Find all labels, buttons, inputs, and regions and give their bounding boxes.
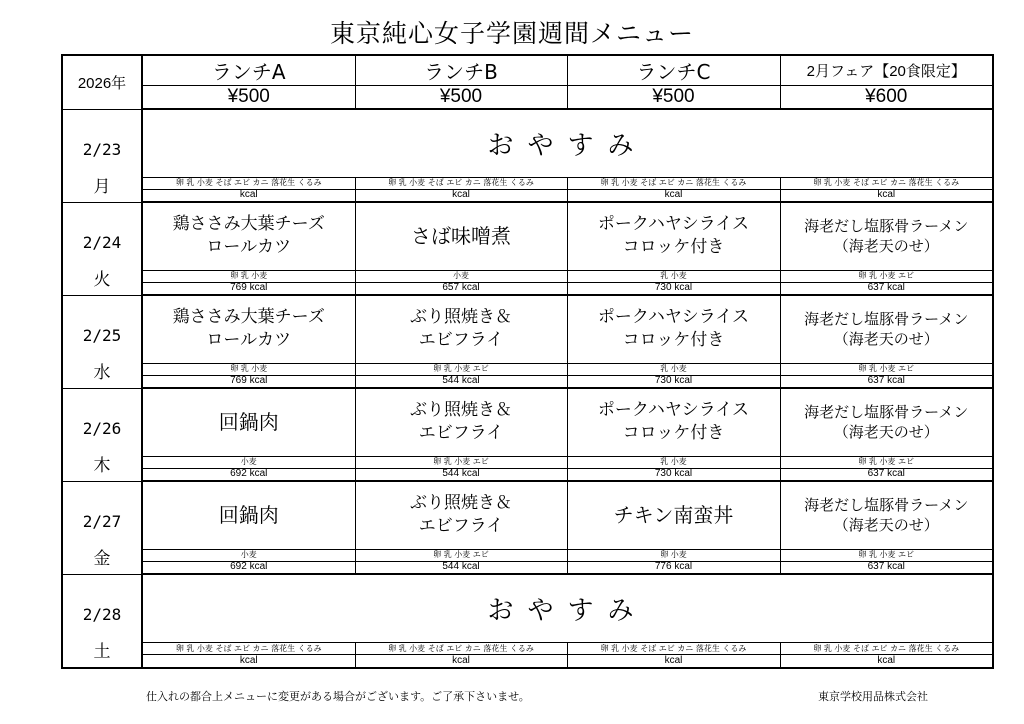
page-title: 東京純心女子学園週間メニュー bbox=[329, 19, 694, 48]
dish-name-line1: ぶり照焼き＆ bbox=[410, 400, 512, 421]
dish-cell-a bbox=[142, 481, 355, 549]
course-name-c: ランチC bbox=[567, 55, 780, 86]
dish-name-line2: ロールカツ bbox=[206, 330, 292, 351]
course-price-c: ¥500 bbox=[567, 86, 780, 110]
day-row bbox=[62, 574, 993, 643]
day-date: 2/25 bbox=[82, 325, 122, 345]
kcal-value: kcal bbox=[567, 189, 780, 202]
day-row bbox=[62, 295, 993, 363]
day-weekday: 金 bbox=[93, 548, 111, 569]
dish-cell-fair bbox=[780, 295, 993, 363]
allergen-list: 卵 乳 小麦 エビ bbox=[355, 456, 567, 468]
allergy-row bbox=[62, 363, 993, 375]
kcal-row bbox=[62, 282, 993, 295]
day-row bbox=[62, 109, 993, 177]
kcal-value: 637 kcal bbox=[780, 561, 993, 574]
allergen-list: 卵 乳 小麦 bbox=[142, 270, 355, 282]
allergen-list: 卵 乳 小麦 そば エビ カニ 落花生 くるみ bbox=[355, 643, 567, 655]
allergen-list: 卵 乳 小麦 そば エビ カニ 落花生 くるみ bbox=[780, 177, 993, 189]
allergen-list: 小麦 bbox=[355, 270, 567, 282]
course-name-b: ランチB bbox=[355, 55, 567, 86]
allergen-list: 卵 乳 小麦 そば エビ カニ 落花生 くるみ bbox=[567, 643, 780, 655]
dish-name-line2: コロッケ付き bbox=[622, 423, 725, 444]
kcal-value: 544 kcal bbox=[355, 375, 567, 388]
dish-name-line1: 回鍋肉 bbox=[218, 410, 279, 435]
kcal-value: 544 kcal bbox=[355, 561, 567, 574]
day-cell bbox=[62, 109, 142, 202]
dish-cell-c bbox=[567, 388, 780, 456]
kcal-value: kcal bbox=[567, 655, 780, 668]
dish-name-line1: 海老だし塩豚骨ラーメン bbox=[804, 496, 969, 515]
allergen-list: 卵 乳 小麦 そば エビ カニ 落花生 くるみ bbox=[142, 177, 355, 189]
day-date: 2/23 bbox=[82, 139, 122, 159]
dish-name-line1: さば味噌煮 bbox=[411, 224, 511, 249]
dish-name-line2: （海老天のせ） bbox=[833, 237, 939, 256]
day-weekday: 火 bbox=[93, 269, 111, 290]
dish-cell-c bbox=[567, 481, 780, 549]
header-row-prices bbox=[62, 86, 993, 110]
kcal-value: 769 kcal bbox=[142, 375, 355, 388]
day-cell bbox=[62, 202, 142, 295]
dish-name-line1: ポークハヤシライス bbox=[597, 214, 750, 235]
kcal-value: 730 kcal bbox=[567, 468, 780, 481]
day-row bbox=[62, 481, 993, 549]
kcal-value: 637 kcal bbox=[780, 468, 993, 481]
holiday-text: おやすみ bbox=[142, 109, 993, 177]
weekly-menu-table bbox=[61, 54, 994, 669]
dish-name-line1: 海老だし塩豚骨ラーメン bbox=[804, 403, 969, 422]
dish-name-line2: コロッケ付き bbox=[622, 237, 725, 258]
allergen-list: 卵 乳 小麦 そば エビ カニ 落花生 くるみ bbox=[567, 177, 780, 189]
allergy-row bbox=[62, 549, 993, 561]
kcal-value: kcal bbox=[355, 189, 567, 202]
kcal-value: 544 kcal bbox=[355, 468, 567, 481]
kcal-value: 769 kcal bbox=[142, 282, 355, 295]
course-price-a: ¥500 bbox=[142, 86, 355, 110]
allergen-list: 卵 乳 小麦 そば エビ カニ 落花生 くるみ bbox=[780, 643, 993, 655]
dish-name-line1: ぶり照焼き＆ bbox=[410, 307, 512, 328]
footer-company: 東京学校用品株式会社 bbox=[818, 690, 928, 703]
dish-name-line2: （海老天のせ） bbox=[833, 423, 939, 442]
allergy-row bbox=[62, 270, 993, 282]
day-cell bbox=[62, 481, 142, 574]
dish-cell-b bbox=[355, 388, 567, 456]
dish-name-line1: チキン南蛮丼 bbox=[613, 503, 734, 528]
kcal-value: kcal bbox=[780, 655, 993, 668]
allergen-list: 小麦 bbox=[142, 549, 355, 561]
day-weekday: 木 bbox=[93, 455, 111, 476]
allergen-list: 卵 乳 小麦 bbox=[142, 363, 355, 375]
dish-cell-fair bbox=[780, 388, 993, 456]
day-cell bbox=[62, 574, 142, 668]
course-price-fair: ¥600 bbox=[780, 86, 993, 110]
dish-name-line2: ロールカツ bbox=[206, 237, 292, 258]
day-row bbox=[62, 388, 993, 456]
footer-note: 仕入れの都合上メニューに変更がある場合がございます。ご了承下さいませ。 bbox=[146, 690, 530, 703]
allergen-list: 卵 乳 小麦 エビ bbox=[355, 363, 567, 375]
kcal-value: kcal bbox=[142, 189, 355, 202]
kcal-value: kcal bbox=[142, 655, 355, 668]
dish-name-line1: 海老だし塩豚骨ラーメン bbox=[804, 310, 969, 329]
day-date: 2/26 bbox=[82, 418, 122, 438]
kcal-value: 692 kcal bbox=[142, 468, 355, 481]
dish-cell-c bbox=[567, 295, 780, 363]
day-date: 2/24 bbox=[82, 232, 122, 252]
allergy-row bbox=[62, 177, 993, 189]
dish-name-line1: ポークハヤシライス bbox=[597, 307, 750, 328]
day-weekday: 水 bbox=[93, 362, 111, 383]
allergy-row bbox=[62, 456, 993, 468]
kcal-value: 657 kcal bbox=[355, 282, 567, 295]
allergen-list: 卵 乳 小麦 そば エビ カニ 落花生 くるみ bbox=[355, 177, 567, 189]
kcal-value: 637 kcal bbox=[780, 375, 993, 388]
kcal-value: 730 kcal bbox=[567, 375, 780, 388]
day-date: 2/27 bbox=[82, 511, 122, 531]
kcal-row bbox=[62, 655, 993, 668]
kcal-row bbox=[62, 468, 993, 481]
day-row bbox=[62, 202, 993, 270]
dish-name-line1: 海老だし塩豚骨ラーメン bbox=[804, 217, 969, 236]
allergen-list: 小麦 bbox=[142, 456, 355, 468]
dish-cell-c bbox=[567, 202, 780, 270]
allergen-list: 卵 乳 小麦 エビ bbox=[355, 549, 567, 561]
dish-cell-fair bbox=[780, 481, 993, 549]
kcal-value: kcal bbox=[355, 655, 567, 668]
dish-name-line1: 鶏ささみ大葉チーズ bbox=[172, 307, 325, 328]
kcal-row bbox=[62, 375, 993, 388]
kcal-value: 730 kcal bbox=[567, 282, 780, 295]
kcal-value: kcal bbox=[780, 189, 993, 202]
allergen-list: 卵 乳 小麦 エビ bbox=[780, 270, 993, 282]
allergen-list: 乳 小麦 bbox=[567, 363, 780, 375]
dish-name-line1: 回鍋肉 bbox=[218, 503, 279, 528]
allergen-list: 卵 小麦 bbox=[567, 549, 780, 561]
course-name-a: ランチA bbox=[142, 55, 355, 86]
dish-cell-b bbox=[355, 295, 567, 363]
kcal-value: 637 kcal bbox=[780, 282, 993, 295]
header-row-names bbox=[62, 55, 993, 86]
dish-name-line1: 鶏ささみ大葉チーズ bbox=[172, 214, 325, 235]
year-label: 2026年 bbox=[62, 55, 142, 109]
allergen-list: 卵 乳 小麦 エビ bbox=[780, 363, 993, 375]
dish-cell-fair bbox=[780, 202, 993, 270]
dish-cell-a bbox=[142, 295, 355, 363]
kcal-row bbox=[62, 561, 993, 574]
dish-name-line2: コロッケ付き bbox=[622, 330, 725, 351]
day-date: 2/28 bbox=[82, 604, 122, 624]
allergen-list: 卵 乳 小麦 エビ bbox=[780, 456, 993, 468]
dish-name-line1: ぶり照焼き＆ bbox=[410, 493, 512, 514]
dish-cell-a bbox=[142, 388, 355, 456]
dish-name-line2: エビフライ bbox=[418, 516, 504, 537]
day-cell bbox=[62, 295, 142, 388]
day-cell bbox=[62, 388, 142, 481]
allergen-list: 乳 小麦 bbox=[567, 456, 780, 468]
allergen-list: 卵 乳 小麦 エビ bbox=[780, 549, 993, 561]
allergen-list: 乳 小麦 bbox=[567, 270, 780, 282]
course-name-fair: 2月フェア【20食限定】 bbox=[780, 55, 993, 86]
kcal-row bbox=[62, 189, 993, 202]
holiday-text: おやすみ bbox=[142, 574, 993, 643]
dish-name-line2: （海老天のせ） bbox=[833, 330, 939, 349]
dish-cell-b bbox=[355, 481, 567, 549]
dish-name-line1: ポークハヤシライス bbox=[597, 400, 750, 421]
dish-name-line2: エビフライ bbox=[418, 423, 504, 444]
kcal-value: 776 kcal bbox=[567, 561, 780, 574]
kcal-value: 692 kcal bbox=[142, 561, 355, 574]
day-weekday: 月 bbox=[93, 176, 111, 197]
dish-name-line2: （海老天のせ） bbox=[833, 516, 939, 535]
dish-cell-b bbox=[355, 202, 567, 270]
dish-name-line2: エビフライ bbox=[418, 330, 504, 351]
course-price-b: ¥500 bbox=[355, 86, 567, 110]
allergy-row bbox=[62, 643, 993, 655]
day-weekday: 土 bbox=[93, 641, 111, 662]
allergen-list: 卵 乳 小麦 そば エビ カニ 落花生 くるみ bbox=[142, 643, 355, 655]
dish-cell-a bbox=[142, 202, 355, 270]
